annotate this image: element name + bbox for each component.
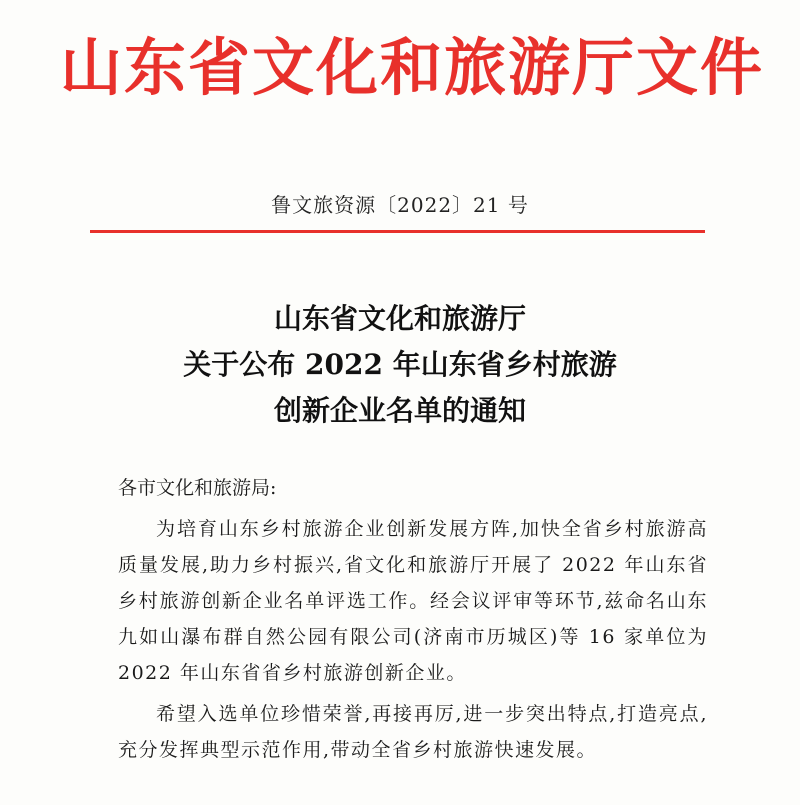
body-paragraph-1: 为培育山东乡村旅游企业创新发展方阵,加快全省乡村旅游高质量发展,助力乡村振兴,省文化和旅游厅开展了 2022 年山东省乡村旅游创新企业名单评选工作。经会议评审等环节,兹命名山东九如山瀑布群自然公园有限公司(济南市历城区)等 16 家单位为 2022 年山东省省乡村旅游创新企业。 [118,518,708,684]
notice-title [0,296,800,434]
salutation: 各市文化和旅游局: [118,477,277,499]
body-paragraph-2: 希望入选单位珍惜荣誉,再接再厉,进一步突出特点,打造亮点,充分发挥典型示范作用,带动全省乡村旅游快速发展。 [118,703,708,761]
title-line-2: 关于公布 2022 年山东省乡村旅游 [183,348,617,381]
red-divider-line [90,230,705,233]
document-number: 鲁文旅资源〔2022〕21 号 [271,193,529,217]
title-line-3: 创新企业名单的通知 [273,394,526,427]
masthead-title: 山东省文化和旅游厅文件 [60,31,765,104]
title-line-1: 山东省文化和旅游厅 [273,302,526,335]
notice-body [118,470,708,773]
